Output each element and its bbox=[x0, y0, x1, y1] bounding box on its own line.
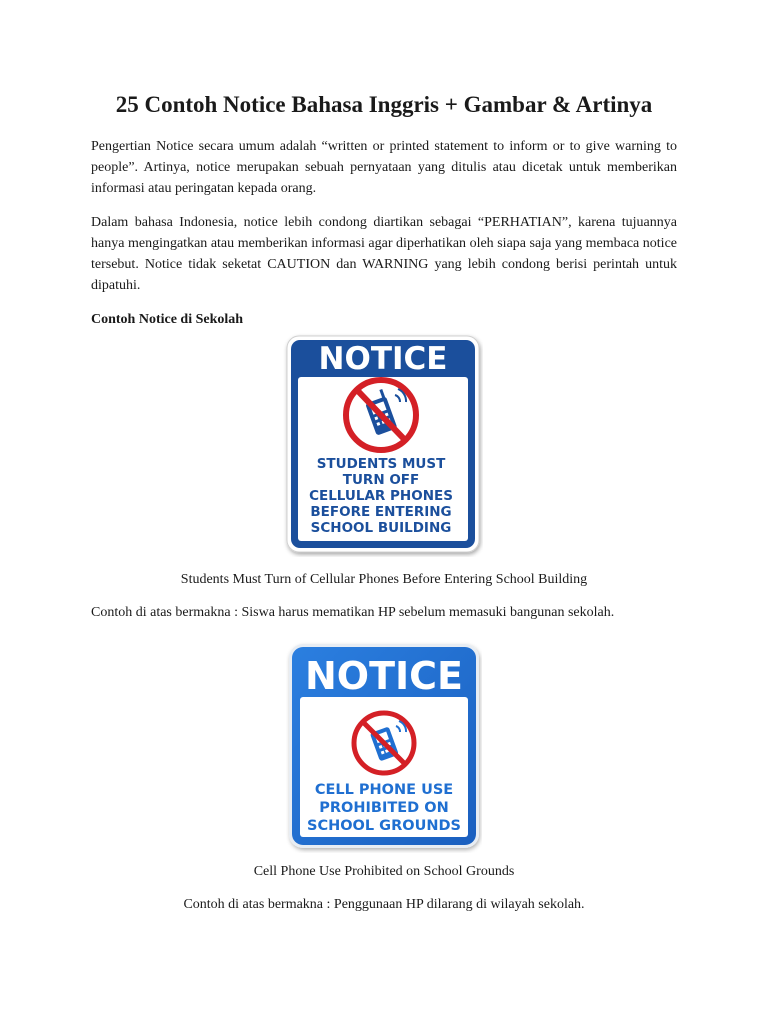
sign-text bbox=[307, 782, 461, 834]
notice-sign-cell-phone-prohibited bbox=[286, 641, 482, 853]
section-heading: Contoh Notice di Sekolah bbox=[91, 312, 244, 327]
no-cell-phone-icon bbox=[354, 713, 414, 773]
sign-line: STUDENTS MUST bbox=[316, 456, 446, 472]
sign-meaning: Contoh di atas bermakna : Siswa harus mematikan HP sebelum memasuki bangunan sekolah. bbox=[91, 605, 615, 620]
notice-sign-students-phones bbox=[283, 333, 483, 557]
sign-caption: Cell Phone Use Prohibited on School Grounds bbox=[253, 864, 515, 879]
paragraph-definition: Pengertian Notice secara umum adalah “written or printed statement to inform or to give warning to people”. Artinya, notice merupakan sebuah pernyataan yang ditulis atau dicetak untuk memberikan informasi atau peringatan kepada orang. bbox=[91, 139, 677, 196]
paragraph-indonesian-meaning: Dalam bahasa Indonesia, notice lebih condong diartikan sebagai “PERHATIAN”, karena tujuannya hanya mengingatkan atau memberikan informasi agar diperhatikan oleh siapa saja yang membaca notice tersebut. Notice tidak seketat CAUTION dan WARNING yang lebih condong berisi perintah untuk dipatuhi. bbox=[91, 215, 677, 293]
sign-line: BEFORE ENTERING bbox=[310, 504, 452, 520]
sign-line: PROHIBITED ON bbox=[319, 800, 449, 816]
sign-caption: Students Must Turn of Cellular Phones Before Entering School Building bbox=[180, 572, 588, 587]
sign-line: TURN OFF bbox=[342, 472, 420, 488]
no-cell-phone-icon bbox=[346, 380, 416, 450]
sign-line: SCHOOL BUILDING bbox=[310, 520, 452, 536]
sign-line: CELLULAR PHONES bbox=[309, 488, 453, 504]
sign-line: CELL PHONE USE bbox=[314, 782, 454, 798]
sign-text bbox=[309, 456, 453, 536]
page-title: 25 Contoh Notice Bahasa Inggris + Gambar & Artinya bbox=[115, 92, 653, 117]
sign-header: NOTICE bbox=[318, 341, 448, 377]
sign-line: SCHOOL GROUNDS bbox=[307, 818, 461, 834]
sign-meaning: Contoh di atas bermakna : Penggunaan HP dilarang di wilayah sekolah. bbox=[183, 897, 585, 912]
sign-header: NOTICE bbox=[304, 654, 464, 698]
